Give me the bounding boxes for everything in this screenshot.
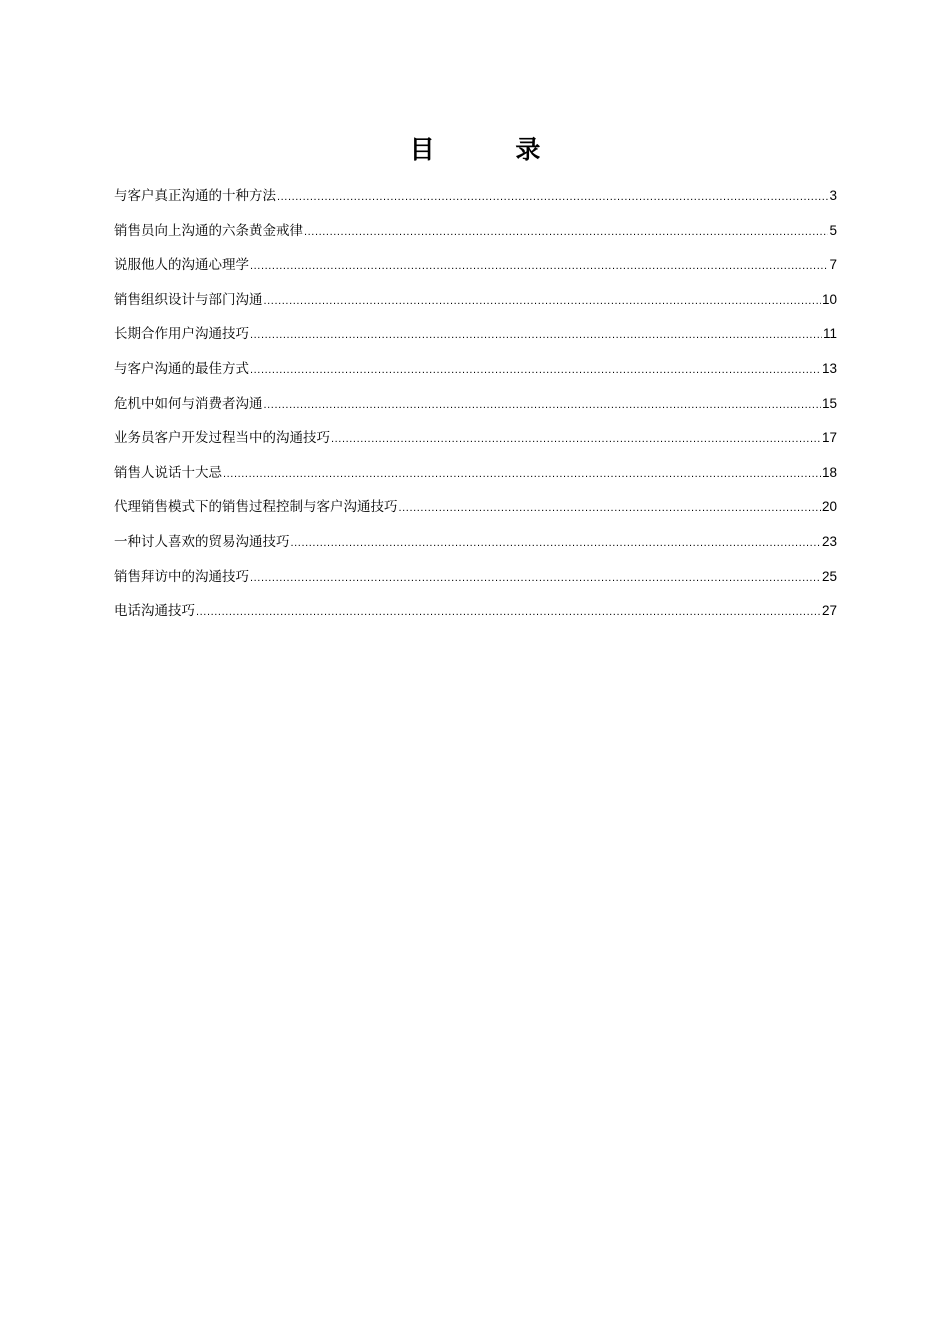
toc-entry[interactable] bbox=[114, 356, 837, 391]
toc-entry-page: 11 bbox=[822, 326, 837, 342]
toc-entry-page: 25 bbox=[821, 568, 837, 584]
toc-entry-page: 13 bbox=[821, 360, 837, 376]
toc-entry-page: 18 bbox=[821, 464, 837, 480]
dot-leader bbox=[264, 392, 821, 418]
dot-leader bbox=[277, 184, 828, 210]
toc-entry-page: 23 bbox=[821, 533, 837, 549]
toc-entry-page: 10 bbox=[821, 291, 837, 307]
toc-entry[interactable] bbox=[114, 321, 837, 356]
toc-entry[interactable] bbox=[114, 564, 837, 599]
toc-entry[interactable] bbox=[114, 494, 837, 529]
toc-entry-label: 业务员客户开发过程当中的沟通技巧 bbox=[114, 430, 330, 447]
dot-leader bbox=[250, 565, 821, 591]
toc-entry-label: 销售组织设计与部门沟通 bbox=[114, 291, 263, 308]
toc-entry[interactable] bbox=[114, 529, 837, 564]
toc-entry[interactable] bbox=[114, 218, 837, 253]
toc-entry-page: 7 bbox=[829, 257, 837, 273]
toc-entry-label: 危机中如何与消费者沟通 bbox=[114, 395, 263, 412]
toc-entry-page: 27 bbox=[821, 603, 837, 619]
toc-entry[interactable] bbox=[114, 183, 837, 218]
dot-leader bbox=[304, 219, 828, 245]
toc-entry[interactable] bbox=[114, 391, 837, 426]
toc-list bbox=[114, 183, 837, 633]
toc-entry-label: 电话沟通技巧 bbox=[114, 603, 195, 620]
toc-entry-label: 长期合作用户沟通技巧 bbox=[114, 326, 249, 343]
dot-leader bbox=[196, 599, 821, 625]
toc-entry-page: 20 bbox=[821, 499, 837, 515]
dot-leader bbox=[223, 461, 821, 487]
toc-entry[interactable] bbox=[114, 252, 837, 287]
toc-entry-page: 15 bbox=[821, 395, 837, 411]
dot-leader bbox=[250, 357, 821, 383]
dot-leader bbox=[291, 530, 821, 556]
toc-entry[interactable] bbox=[114, 460, 837, 495]
dot-leader bbox=[250, 322, 822, 348]
toc-entry-label: 销售人说话十大忌 bbox=[114, 464, 222, 481]
toc-entry-label: 一种讨人喜欢的贸易沟通技巧 bbox=[114, 533, 290, 550]
toc-entry-label: 销售拜访中的沟通技巧 bbox=[114, 568, 249, 585]
toc-title: 目 录 bbox=[409, 135, 577, 164]
toc-entry-page: 17 bbox=[821, 430, 837, 446]
toc-entry[interactable] bbox=[114, 287, 837, 322]
toc-entry-label: 与客户真正沟通的十种方法 bbox=[114, 188, 276, 204]
toc-entry-label: 说服他人的沟通心理学 bbox=[114, 257, 249, 274]
toc-entry-page: 3 bbox=[829, 188, 837, 203]
toc-entry-label: 销售员向上沟通的六条黄金戒律 bbox=[114, 222, 303, 239]
toc-entry-label: 与客户沟通的最佳方式 bbox=[114, 360, 249, 377]
dot-leader bbox=[264, 288, 821, 314]
dot-leader bbox=[331, 426, 821, 452]
toc-entry-page: 5 bbox=[829, 222, 837, 238]
dot-leader bbox=[250, 253, 828, 279]
dot-leader bbox=[399, 495, 821, 521]
toc-entry[interactable] bbox=[114, 598, 837, 633]
toc-entry-label: 代理销售模式下的销售过程控制与客户沟通技巧 bbox=[114, 499, 398, 516]
toc-entry[interactable] bbox=[114, 425, 837, 460]
